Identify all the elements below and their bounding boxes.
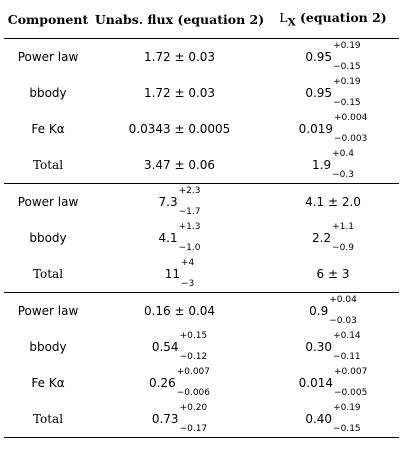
flux-table (4, 0, 399, 438)
lx-value-group (309, 295, 357, 326)
flux-cell (92, 184, 267, 221)
flux-value: 11 (164, 267, 180, 281)
component-cell: Fe Kα (31, 376, 65, 390)
lx-rest: (equation 2) (295, 9, 387, 25)
header-lx (267, 0, 399, 39)
component-cell: Total (4, 401, 92, 438)
lx-error-plus: +0.19 (333, 77, 361, 87)
lx-value: 0.95 (305, 50, 333, 64)
header-component: Component (4, 0, 92, 39)
lx-error-scripts (332, 149, 354, 180)
flux-cell (92, 293, 267, 330)
lx-value-group (312, 149, 354, 180)
flux-error-scripts (176, 367, 211, 398)
lx-error-minus: −0.03 (329, 316, 357, 326)
lx-error-scripts (334, 113, 368, 144)
flux-error-minus: −1.7 (178, 207, 201, 217)
flux-value-group (144, 50, 215, 64)
lx-value-group (298, 113, 368, 144)
component-cell: Power law (4, 293, 92, 330)
component-cell: bbody (29, 231, 67, 245)
lx-value-group (305, 77, 361, 108)
component-cell: Power law (4, 184, 92, 221)
flux-error-plus: +0.20 (179, 403, 208, 413)
lx-error-plus: +0.004 (334, 113, 368, 123)
lx-value: 0.9 (309, 304, 329, 318)
flux-cell (92, 75, 267, 111)
lx-error-scripts (334, 367, 368, 398)
lx-error-plus: +0.19 (333, 403, 361, 413)
flux-cell (92, 39, 267, 76)
flux-value-group (144, 86, 215, 100)
lx-error-minus: −0.005 (334, 388, 368, 398)
flux-error-plus: +0.007 (176, 367, 211, 377)
lx-value-group (312, 222, 354, 253)
flux-value: 1.72 ± 0.03 (143, 50, 216, 64)
lx-cell (267, 111, 399, 147)
flux-cell (92, 256, 267, 293)
lx-value: 1.9 (312, 158, 332, 172)
table-row (4, 220, 399, 256)
flux-error-minus: −1.0 (178, 243, 201, 253)
lx-value: 4.1 ± 2.0 (305, 195, 361, 209)
flux-error-scripts (178, 222, 201, 253)
lx-error-minus: −0.15 (333, 62, 361, 72)
lx-error-minus: −0.003 (334, 134, 368, 144)
flux-error-scripts (179, 403, 208, 434)
lx-value: 0.019 (298, 122, 334, 136)
lx-value: 0.30 (305, 340, 333, 354)
lx-error-scripts (333, 77, 361, 108)
table-body (4, 39, 399, 438)
lx-value-group (305, 41, 361, 72)
flux-cell (92, 401, 267, 438)
flux-value-group (164, 258, 195, 289)
lx-cell (267, 401, 399, 438)
lx-value: 0.40 (305, 412, 333, 426)
flux-value-group (151, 403, 208, 434)
lx-error-plus: +0.4 (332, 149, 354, 159)
lx-error-minus: −0.15 (333, 424, 361, 434)
flux-cell (92, 365, 267, 401)
component-cell: bbody (29, 340, 67, 354)
component-cell: Total (32, 158, 64, 172)
table-row (4, 75, 399, 111)
lx-error-scripts (333, 403, 361, 434)
flux-error-scripts (179, 331, 208, 362)
lx-error-scripts (333, 41, 361, 72)
lx-value-group (305, 331, 361, 362)
flux-cell (92, 220, 267, 256)
lx-error-minus: −0.11 (333, 352, 361, 362)
flux-value: 3.47 ± 0.06 (143, 158, 216, 172)
lx-error-scripts (333, 331, 361, 362)
lx-cell (267, 220, 399, 256)
header-flux: Unabs. flux (equation 2) (92, 0, 267, 39)
lx-cell (267, 365, 399, 401)
flux-error-minus: −0.17 (179, 424, 208, 434)
lx-error-plus: +0.19 (333, 41, 361, 51)
flux-value-group (148, 367, 211, 398)
flux-value: 0.54 (151, 340, 179, 354)
flux-value-group (144, 304, 215, 318)
component-cell: bbody (29, 86, 67, 100)
flux-cell (92, 147, 267, 184)
table-row (4, 329, 399, 365)
lx-error-scripts (332, 222, 354, 253)
lx-subscript: X (287, 16, 296, 29)
lx-value-group (305, 403, 361, 434)
lx-error-minus: −0.15 (333, 98, 361, 108)
flux-error-minus: −3 (181, 279, 195, 289)
lx-cell (267, 147, 399, 184)
flux-value: 0.16 ± 0.04 (143, 304, 216, 318)
flux-cell (92, 329, 267, 365)
lx-error-minus: −0.3 (332, 170, 354, 180)
lx-error-scripts (329, 295, 357, 326)
flux-value-group (129, 122, 231, 136)
flux-value: 0.26 (148, 376, 176, 390)
lx-cell (267, 184, 399, 221)
flux-value: 0.73 (151, 412, 179, 426)
table-row (4, 293, 399, 330)
flux-error-minus: −0.006 (176, 388, 211, 398)
flux-error-plus: +0.15 (179, 331, 208, 341)
flux-value-group (151, 331, 208, 362)
lx-value: 0.95 (305, 86, 333, 100)
table-row (4, 365, 399, 401)
flux-error-scripts (178, 186, 201, 217)
lx-error-plus: +0.007 (334, 367, 368, 377)
lx-symbol: L (279, 9, 288, 25)
flux-value: 0.0343 ± 0.0005 (128, 122, 231, 136)
lx-cell (267, 75, 399, 111)
flux-value: 7.3 (158, 195, 178, 209)
component-cell: Total (32, 267, 64, 281)
flux-error-plus: +4 (181, 258, 195, 268)
flux-error-plus: +1.3 (178, 222, 201, 232)
lx-value-group (305, 195, 361, 209)
flux-error-scripts (181, 258, 195, 289)
table-row (4, 401, 399, 438)
lx-cell (267, 293, 399, 330)
lx-cell (267, 329, 399, 365)
lx-error-minus: −0.9 (332, 243, 354, 253)
lx-error-plus: +0.14 (333, 331, 361, 341)
table-row (4, 147, 399, 184)
flux-value-group (158, 222, 201, 253)
lx-value-group (298, 367, 368, 398)
flux-value-group (158, 186, 201, 217)
lx-value: 0.014 (298, 376, 334, 390)
component-cell: Fe Kα (31, 122, 65, 136)
flux-value-group (144, 158, 215, 172)
lx-value-group (317, 267, 350, 281)
table-row (4, 256, 399, 293)
lx-value: 2.2 (312, 231, 332, 245)
table-row (4, 184, 399, 221)
lx-cell (267, 256, 399, 293)
flux-value: 1.72 ± 0.03 (143, 86, 216, 100)
table-row (4, 39, 399, 76)
flux-value: 4.1 (158, 231, 178, 245)
component-cell: Power law (17, 50, 79, 64)
lx-cell (267, 39, 399, 76)
lx-value: 6 ± 3 (316, 267, 350, 281)
lx-error-plus: +1.1 (332, 222, 354, 232)
flux-error-plus: +2.3 (178, 186, 201, 196)
header-row (4, 0, 399, 39)
flux-error-minus: −0.12 (179, 352, 208, 362)
lx-error-plus: +0.04 (329, 295, 357, 305)
table-row (4, 111, 399, 147)
flux-cell (92, 111, 267, 147)
